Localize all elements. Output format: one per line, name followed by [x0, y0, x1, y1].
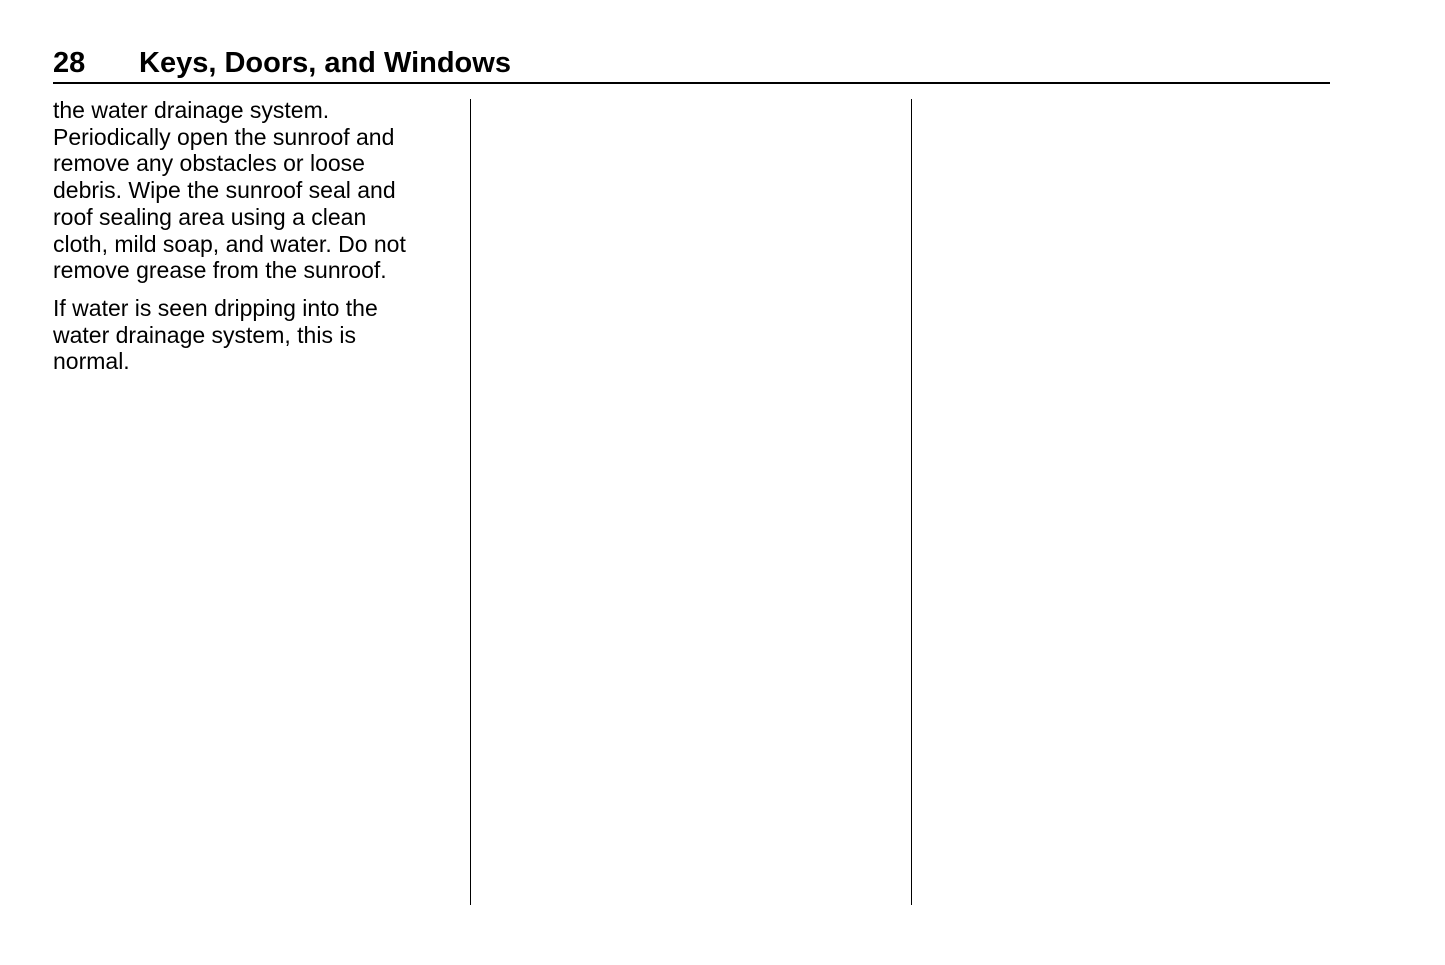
- section-title: Keys, Doors, and Windows: [139, 47, 511, 79]
- body-paragraph: the water drainage system. Periodically open the sunroof and remove any obstacles or loose debris. Wipe the sunroof seal and roof sealing area using a clean cloth, mild soap, and water. Do not remove grease from the sunroof.: [53, 97, 406, 284]
- page-header: [53, 46, 1330, 84]
- page-number: 28: [53, 47, 86, 79]
- column-divider: [911, 99, 912, 905]
- body-paragraph: If water is seen dripping into the water drainage system, this is normal.: [53, 294, 378, 375]
- column-divider: [470, 99, 471, 905]
- text-column-1: [53, 97, 453, 386]
